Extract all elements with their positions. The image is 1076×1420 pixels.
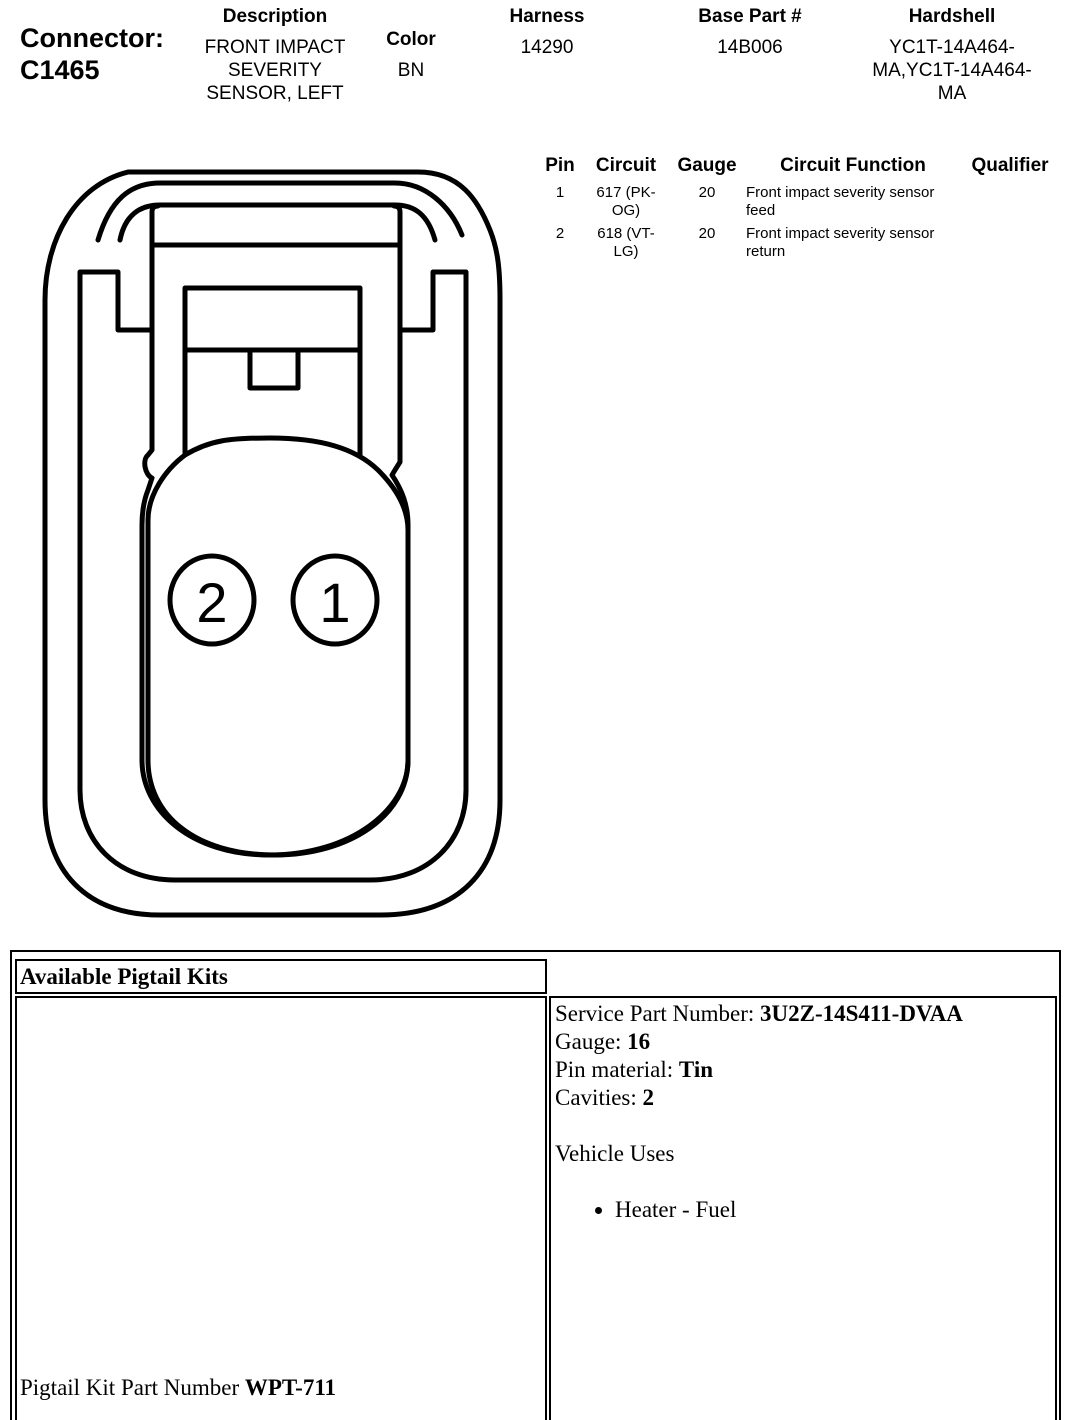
hardshell-line: YC1T-14A464- [889, 37, 1015, 58]
pin-column-header: Pin [545, 155, 575, 176]
pigtail-details-box [549, 996, 1057, 1420]
kit-part-value: WPT-711 [244, 1375, 337, 1400]
gauge-value: 16 [627, 1029, 651, 1054]
circuit-line: LG) [613, 243, 639, 260]
cavity-1-label: 1 [319, 571, 351, 634]
lock-notch [250, 350, 298, 388]
kit-part-number [20, 1374, 336, 1402]
harness-value: 14290 [520, 37, 574, 58]
color-header: Color [386, 29, 436, 50]
gauge-line: Gauge: 16 [555, 1029, 651, 1054]
cavity-2-label: 2 [196, 571, 228, 634]
service-part-line: Service Part Number: 3U2Z-14S411-DVAA [555, 1001, 963, 1026]
pigtail-image-box [15, 996, 547, 1420]
function-cell [746, 225, 956, 261]
function-line: Front impact severity sensor [746, 184, 935, 201]
cavities-line: Cavities: 2 [555, 1085, 655, 1110]
service-part-value: 3U2Z-14S411-DVAA [760, 1001, 963, 1026]
vehicle-uses-heading: Vehicle Uses [555, 1141, 675, 1166]
base-part-header: Base Part # [698, 6, 802, 27]
function-cell [746, 184, 956, 220]
harness-header: Harness [509, 6, 585, 27]
description-line: SENSOR, LEFT [206, 83, 344, 104]
pin-number: 1 [555, 184, 565, 201]
hardshell-header: Hardshell [908, 6, 996, 27]
base-part-value: 14B006 [717, 37, 783, 58]
description-line: SEVERITY [228, 60, 322, 81]
function-line: Front impact severity sensor [746, 225, 935, 242]
qualifier-column-header: Qualifier [971, 155, 1049, 176]
circuit-line: 617 (PK- [596, 184, 656, 201]
latch-arm-left [152, 206, 158, 330]
circuit-line: OG) [611, 202, 641, 219]
gauge-cell: 20 [698, 184, 716, 201]
hardshell-value [842, 36, 1062, 105]
function-line: feed [746, 202, 776, 219]
gauge-column-header: Gauge [677, 155, 737, 176]
lock-window [185, 288, 360, 455]
function-line: return [746, 243, 786, 260]
description-header: Description [222, 6, 328, 27]
pin-material-value: Tin [678, 1057, 714, 1082]
pigtail-details [551, 998, 1055, 1226]
kit-part-label: Pigtail Kit Part Number [20, 1375, 245, 1400]
connector-face-diagram [0, 150, 540, 930]
pin-material-line: Pin material: Tin [555, 1057, 714, 1082]
pigtail-title: Available Pigtail Kits [20, 964, 228, 989]
pin-number: 2 [555, 225, 565, 242]
description-value [180, 36, 370, 105]
gauge-cell: 20 [698, 225, 716, 242]
latch-arm-right [394, 206, 400, 330]
pigtail-title-box [15, 959, 547, 994]
color-value: BN [397, 60, 425, 81]
function-column-header: Circuit Function [780, 155, 926, 176]
list-item: • Heater - Fuel [615, 1196, 1051, 1224]
circuit-cell [585, 184, 667, 220]
circuit-cell [585, 225, 667, 261]
hardshell-line: MA,YC1T-14A464- [872, 60, 1032, 81]
connector-id: C1465 [20, 55, 100, 85]
vehicle-uses-list [615, 1196, 1051, 1224]
hardshell-line: MA [937, 83, 967, 104]
cavities-value: 2 [642, 1085, 655, 1110]
circuit-line: 618 (VT- [597, 225, 655, 242]
circuit-column-header: Circuit [595, 155, 657, 176]
latch-inner-top [120, 205, 435, 240]
cavity-insert [148, 438, 408, 855]
connector-label: Connector: [20, 23, 164, 53]
connector-title [20, 22, 164, 86]
description-line: FRONT IMPACT [204, 37, 346, 58]
